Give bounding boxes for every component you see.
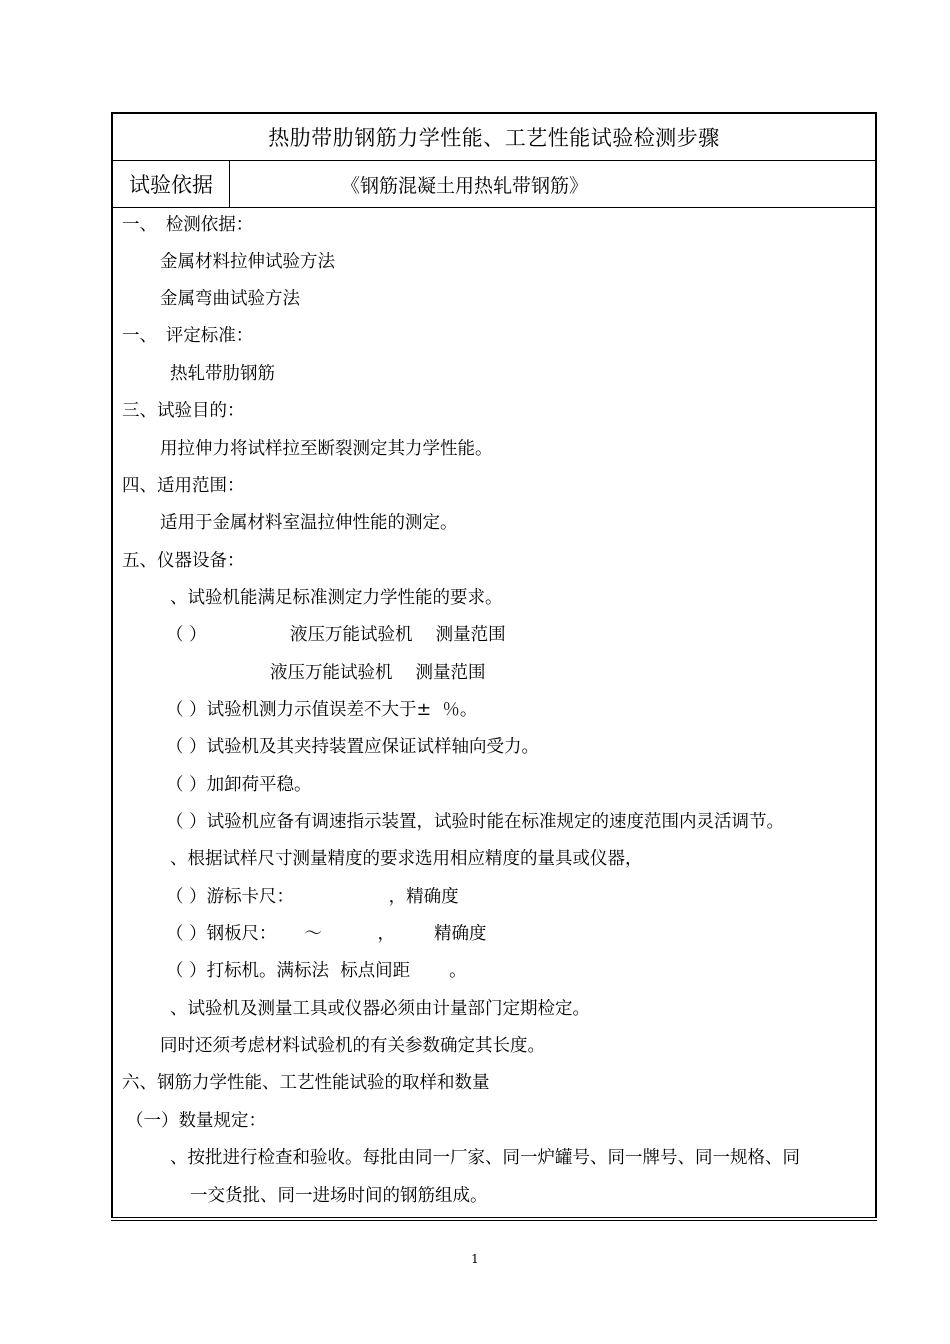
text-line: 同时还须考虑材料试验机的有关参数确定其长度。 [160, 1036, 545, 1056]
text-line: 金属材料拉伸试验方法 [160, 252, 335, 272]
section-heading-scope: 四、适用范围： [122, 476, 245, 496]
page-number: 1 [471, 1252, 479, 1266]
section-heading-equipment: 五、仪器设备： [122, 551, 245, 571]
section-heading-purpose: 三、试验目的： [122, 401, 245, 421]
section-heading-evaluation-standard: 一、 评定标准： [122, 326, 254, 346]
text-line: 、根据试样尺寸测量精度的要求选用相应精度的量具或仪器， [170, 849, 643, 869]
text-line: 用拉伸力将试样拉至断裂测定其力学性能。 [160, 439, 493, 459]
basis-label: 试验依据 [113, 161, 230, 207]
text-line: 、试验机能满足标准测定力学性能的要求。 [170, 588, 503, 608]
text-line: 、试验机及测量工具或仪器必须由计量部门定期检定。 [170, 999, 590, 1019]
text-line: （ ）游标卡尺： ，精确度 [166, 887, 459, 907]
text-line: 热轧带肋钢筋 [170, 364, 275, 384]
text-line: （ ）试验机及其夹持装置应保证试样轴向受力。 [166, 737, 540, 757]
section-heading-sampling: 六、钢筋力学性能、工艺性能试验的取样和数量 [122, 1073, 490, 1093]
text-line: 、按批进行检查和验收。每批由同一厂家、同一炉罐号、同一牌号、同一规格、同 [170, 1148, 800, 1168]
text-line: （ ）打标机。满标法 标点间距 。 [166, 961, 467, 981]
subsection-heading-quantity: （一）数量规定： [126, 1111, 266, 1131]
text-line: （ ）试验机应备有调速指示装置，试验时能在标准规定的速度范围内灵活调节。 [166, 812, 785, 832]
text-line: 液压万能试验机 测量范围 [270, 663, 486, 683]
basis-row [113, 161, 875, 208]
text-line: （ ）钢板尺： ～ ， 精确度 [166, 924, 487, 944]
text-line: （ ）试验机测力示值误差不大于± ％。 [166, 700, 478, 720]
section-heading-detection-basis: 一、 检测依据： [122, 215, 254, 235]
text-line: 一交货批、同一进场时间的钢筋组成。 [190, 1186, 488, 1206]
text-line: （ ） 液压万能试验机 测量范围 [166, 625, 506, 645]
text-line: 金属弯曲试验方法 [160, 289, 300, 309]
document-title: 热肋带肋钢筋力学性能、工艺性能试验检测步骤 [113, 114, 875, 161]
text-line: （ ）加卸荷平稳。 [166, 775, 312, 795]
text-line: 适用于金属材料室温拉伸性能的测定。 [160, 513, 458, 533]
basis-value: 《钢筋混凝土用热轧带钢筋》 [341, 174, 589, 197]
